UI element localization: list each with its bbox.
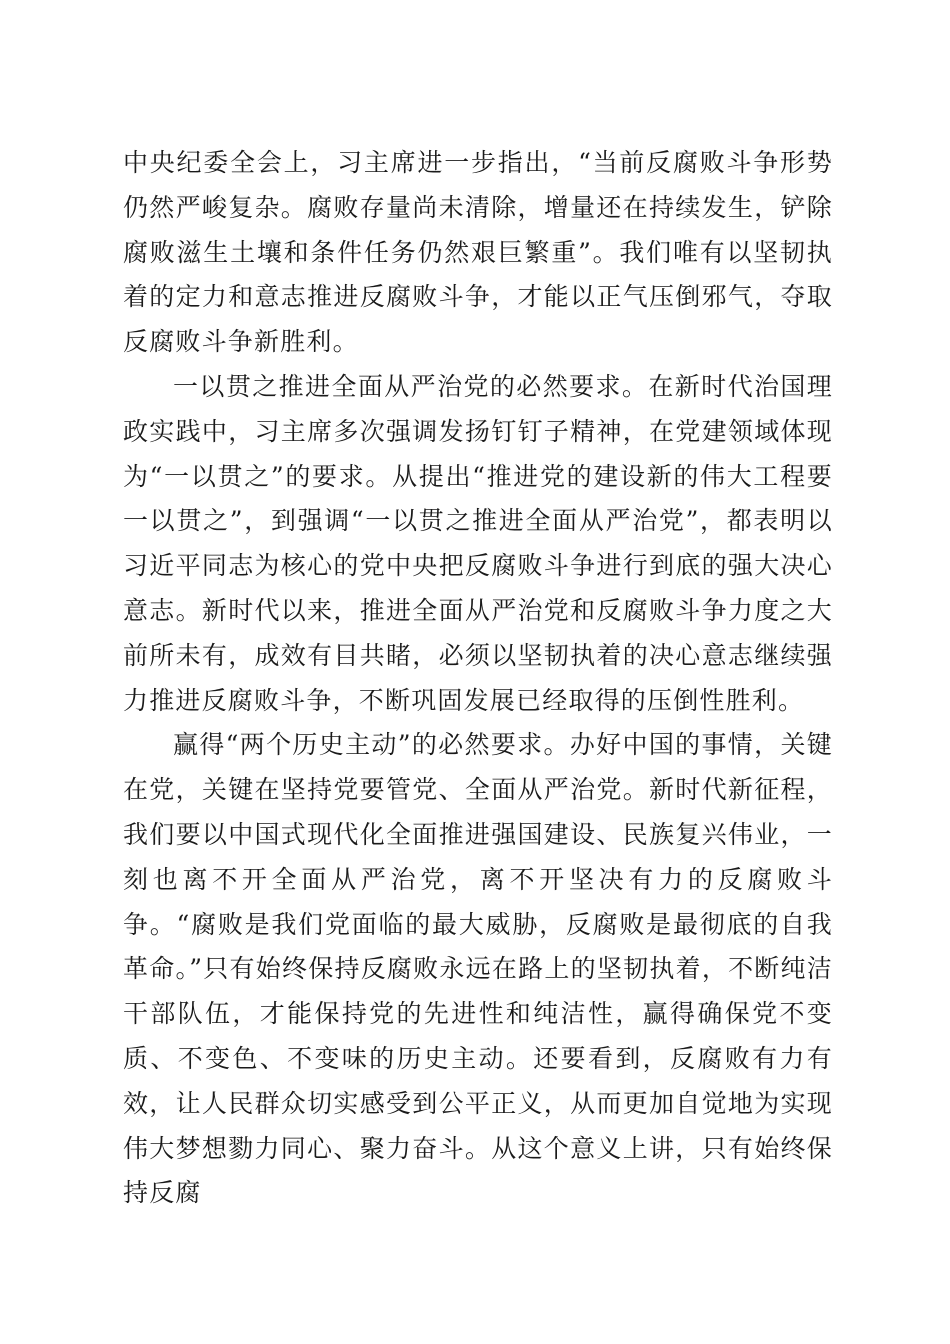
document-body <box>123 141 833 1216</box>
paragraph-continuation: 中央纪委全会上，习主席进一步指出，“当前反腐败斗争形势仍然严峻复杂。腐败存量尚未清除，增量还在持续发生，铲除腐败滋生土壤和条件任务仍然艰巨繁重”。我们唯有以坚韧执着的定力和意志推进反腐败斗争，才能以正气压倒邪气，夺取反腐败斗争新胜利。 <box>123 148 833 357</box>
paragraph-historical-initiative: 赢得“两个历史主动”的必然要求。办好中国的事情，关键在党，关键在坚持党要管党、全面从严治党。新时代新征程，我们要以中国式现代化全面推进强国建设、民族复兴伟业，一刻也离不开全面从严治党，离不开坚决有力的反腐败斗争。“腐败是我们党面临的最大威胁，反腐败是最彻底的自我革命。”只有始终保持反腐败永远在路上的坚韧执着，不断纯洁干部队伍，才能保持党的先进性和纯洁性，赢得确保党不变质、不变色、不变味的历史主动。还要看到，反腐败有力有效，让人民群众切实感受到公平正义，从而更加自觉地为实现伟大梦想勠力同心、聚力奋斗。从这个意义上讲，只有始终保持反腐 <box>123 730 833 1208</box>
paragraph-consistent-requirement: 一以贯之推进全面从严治党的必然要求。在新时代治国理政实践中，习主席多次强调发扬钉钉子精神，在党建领域体现为“一以贯之”的要求。从提出“推进党的建设新的伟大工程要一以贯之”，到强调“一以贯之推进全面从严治党”，都表明以习近平同志为核心的党中央把反腐败斗争进行到底的强大决心意志。新时代以来，推进全面从严治党和反腐败斗争力度之大前所未有，成效有目共睹，必须以坚韧执着的决心意志继续强力推进反腐败斗争，不断巩固发展已经取得的压倒性胜利。 <box>123 371 833 715</box>
